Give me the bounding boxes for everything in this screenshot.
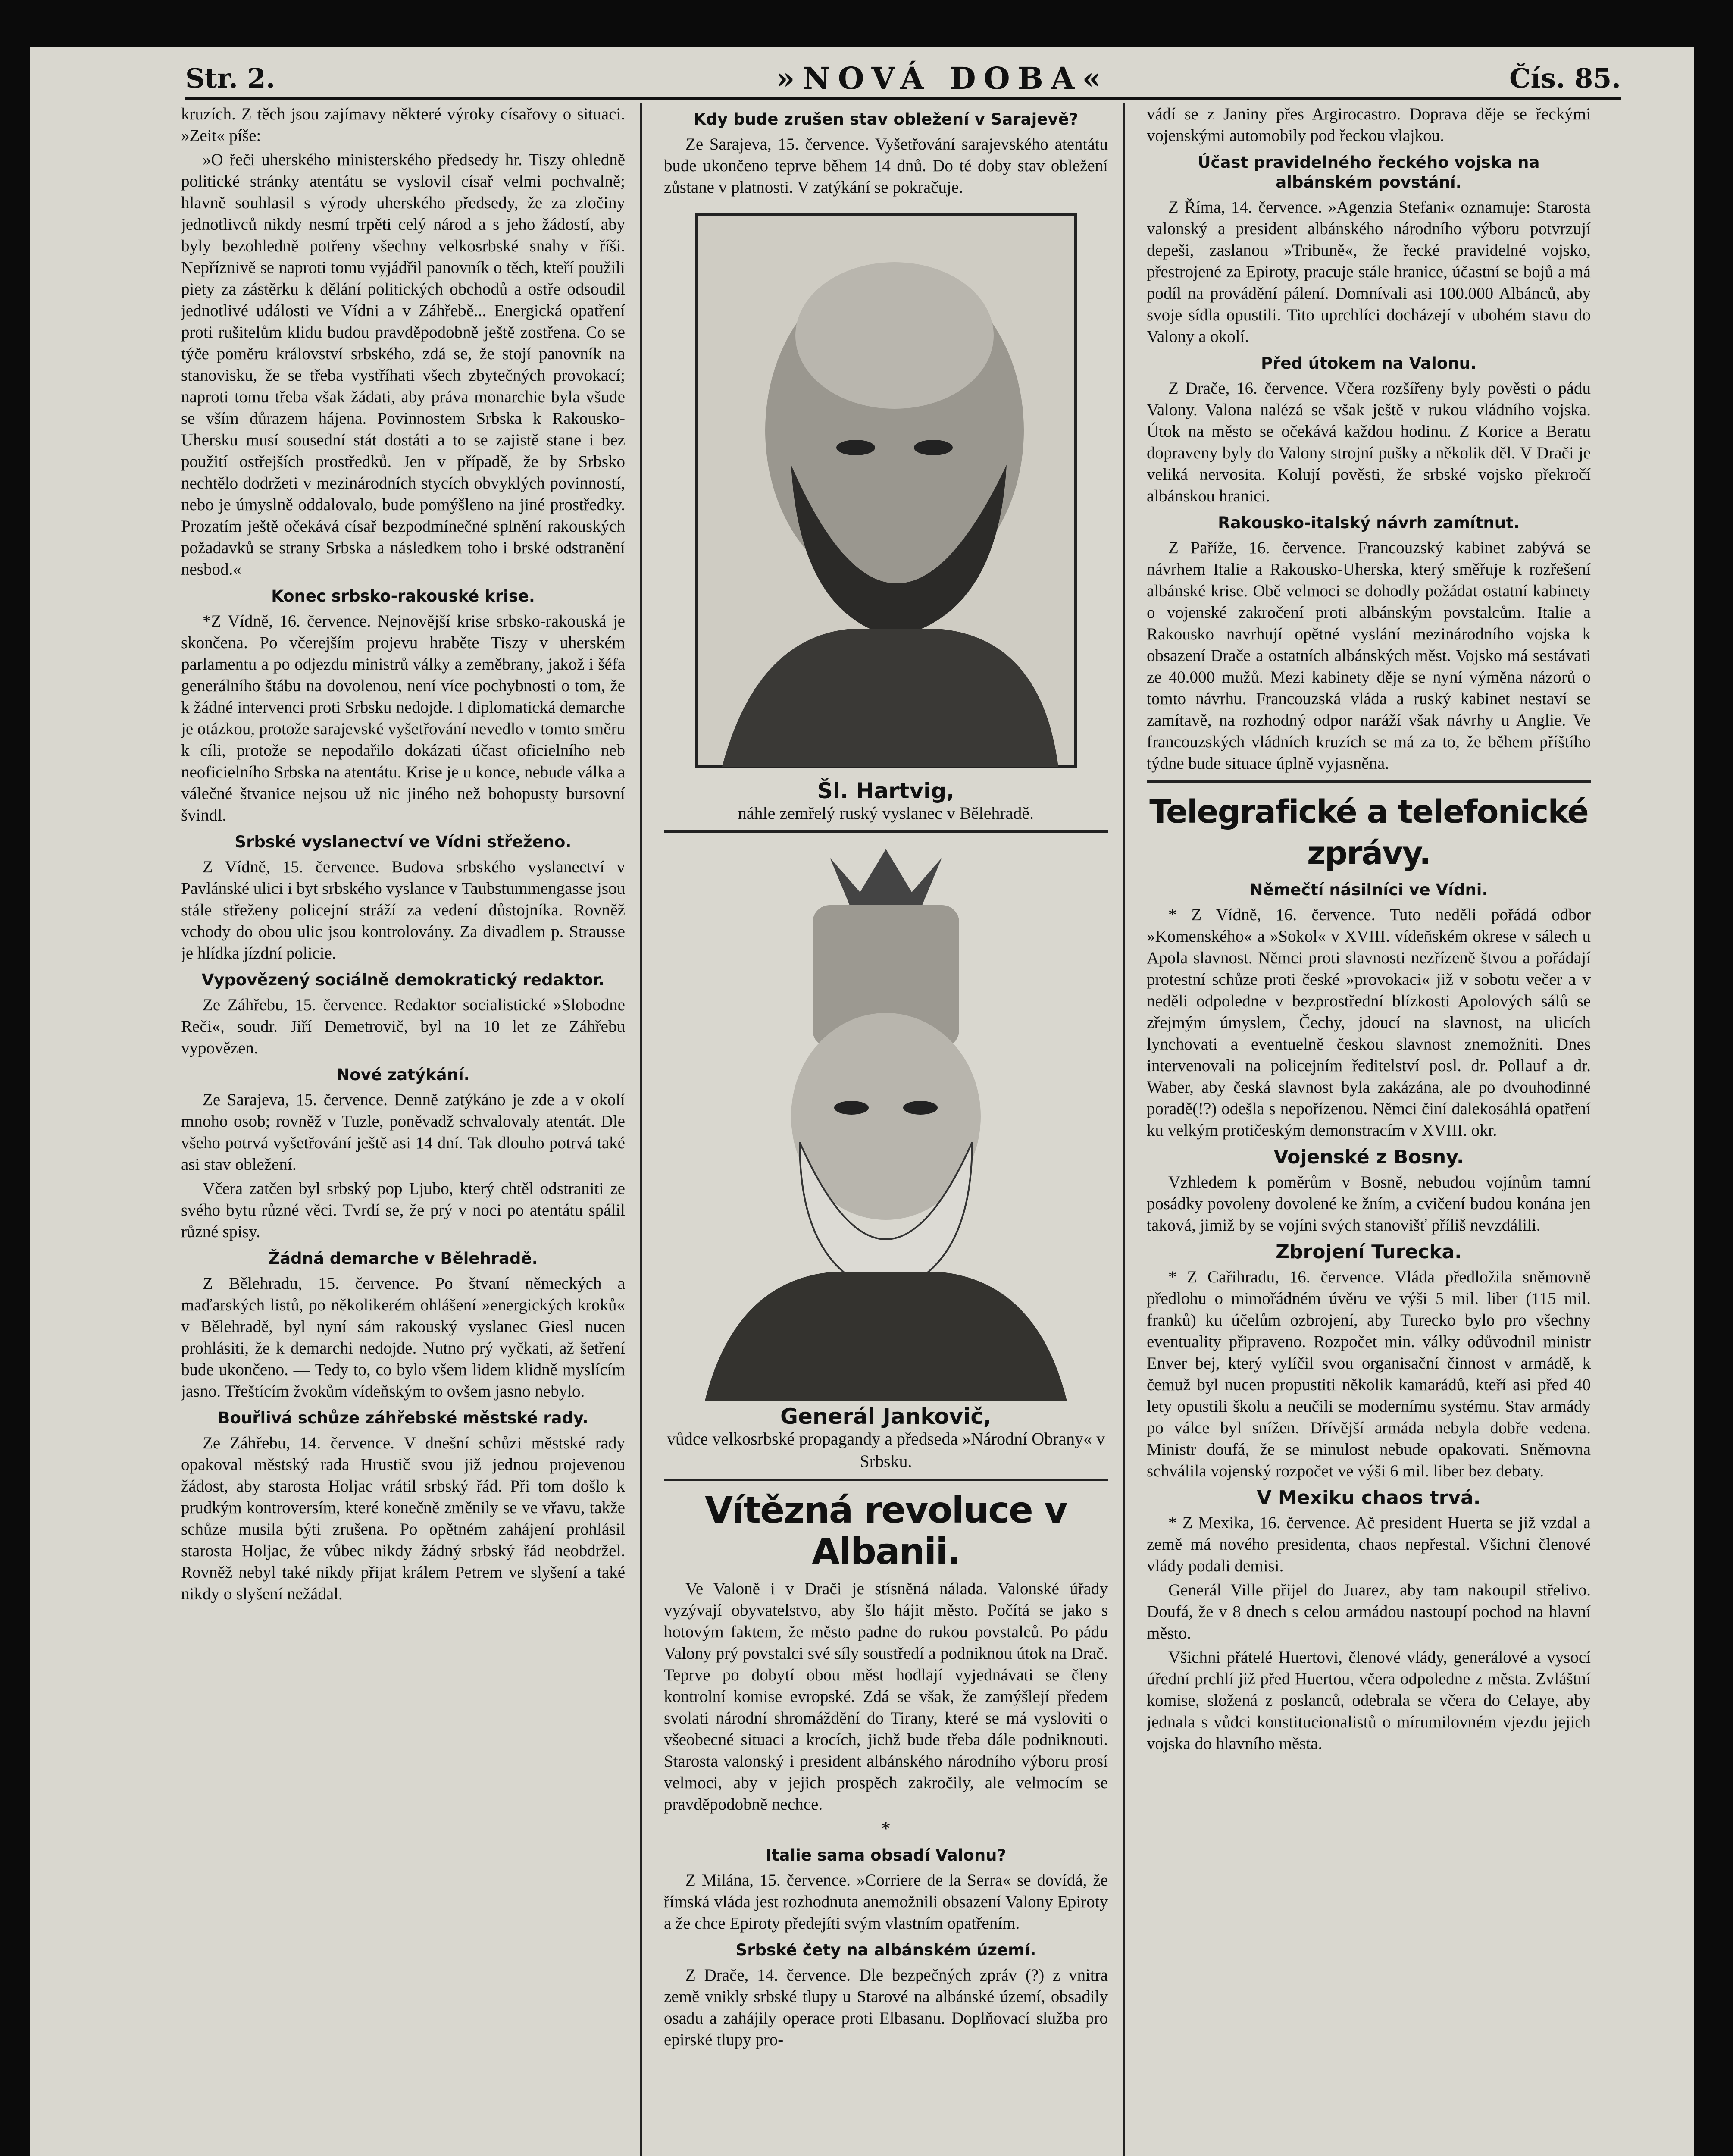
column-3 (1147, 103, 1591, 2156)
article-paragraph: Ve Valoně i v Drači je stísněná nálada. Valonské úřady vyzývají obyvatelstvo, aby šlo hájit město. Počítá se jako s hotovým faktem, že město padne do rukou povstalců. Po pádu Valony prý povstalci své síly soustředí a podniknou útok na Drač. Teprve po dobytí obou měst hodlají vyjednávati se členy kontrolní komise evropské. Zdá se však, že zamýšlejí předem svolati národní shromáždění do Tirany, které se má vysloviti o všeobecné situaci a krocích, jichž bude třeba dále podniknouti. Starosta valonský i president albánského národního výboru prosí velmoci, aby v jejich prospěch zakročily, ale velmocím se pravděpodobně nechce. (664, 1579, 1108, 1814)
article-heading: Srbské čety na albánském území. (735, 1941, 1036, 1959)
article-heading: Účast pravidelného řeckého vojska na albánském povstání. (1198, 153, 1540, 191)
newspaper-title: »NOVÁ DOBA« (776, 60, 1109, 96)
article-paragraph: Z Paříže, 16. července. Francouzský kabinet zabývá se návrhem Italie a Rakousko-Uherska, který směřuje k rozřešení albánské krise. Obě velmoci se dohodly požádat ostatní kabinety o vojenské zakročení proti albánským povstalcům. Italie a Rakousko navrhují opětné vyslání mezinárodního vojska k obsazení Drače a ostatních albánských měst. Vojsko má sestávati ze 40.000 mužů. Mezi kabinety děje se nyní výměna názorů o tomto návrhu. Francouzská vláda a ruský kabinet nestaví se zamítavě, na rozhodný odpor naráží však návrhy u Anglie. Ve francouzských vládních kruzích se má za to, že během příštího týdne bude situace úplně vyjasněna. (1147, 539, 1591, 773)
article-heading: Zbrojení Turecka. (1276, 1241, 1462, 1263)
article-heading: Rakousko-italský návrh zamítnut. (1218, 514, 1520, 532)
article-heading: Před útokem na Valonu. (1261, 354, 1477, 373)
article-paragraph: * Z Cařihradu, 16. července. Vláda předložila sněmovně předlohu o mimořádném úvěru ve výši 5 mil. liber (115 mil. franků) ku účelům ozbrojení, aby Turecko bylo pro všechny eventuality připraveno. Rozpočet min. války odůvodnil ministr Enver bej, který vylíčil svou organisační činnost v armádě, k čemuž byl nucen propustiti několik kamarádů, kteří asi před 40 lety opustili školu a neučili se modernímu systému. Stav armády po válce byl snížen. Dřívější armáda nebyla dobře vedena. Ministr doufá, že se minulost nebude opakovati. Sněmovna schválila vojenský rozpočet ve výši 6 mil. liber bez debaty. (1147, 1268, 1591, 1480)
article-paragraph: »O řeči uherského ministerského předsedy hr. Tiszy ohledně politické stránky atentátu se vyslovil císař velmi pochvalně; hlavně souhlasil s výrody uherského předsedy, že za zločiny jednotlivců nikdy nesmí trpěti celý národ a s jeho žádostí, aby byly bezohledně potřeny všechny velkosrbské snahy v říši. Nepříznivě se naproti tomu vyjádřil panovník o těch, kteří použili piety za zástěrku k dělání politických obchodů a ostře odsoudil jednotlivé události ve Vídni a v Záhřebě... Energická opatření proti rušitelům klidu budou pravděpodobně ještě zostřena. Co se týče poměru království srbského, zdá se, že stojí panovník na stanovisku, že se třeba vystříhati všech zbytečných provokací; naproti tomu třeba však žádati, aby práva monarchie byla všude se vším důrazem hájena. Povinnostem Srbska k Rakousko-Uhersku musí sousední stát dostáti a to se zajistě stane i bez použití ostřejších prostředků. Jen v případě, že by Srbsko nechtělo dodržeti v mezinárodních stycích obvyklých povinností, nebo je úmyslně oddalovalo, bude pomýšleno na jiné prostředky. Prozatím ještě očekává císař bezpodmínečné splnění rakouských požadavků se strany Srbska a následkem toho i brské odstranění nesbod.« (181, 150, 625, 579)
article-paragraph: * Z Mexika, 16. července. Ač president Huerta se již vzdal a země má nového presidenta, chaos nepřestal. Všichni členové vlády podali demisi. (1147, 1514, 1591, 1575)
section-headline: Telegrafické a telefonické zprávy. (1149, 793, 1588, 872)
separator-star: * (881, 1818, 891, 1839)
article-paragraph: *Z Vídně, 16. července. Nejnovější krise srbsko-rakouská je skončena. Po včerejším projevu hraběte Tiszy v uherském parlamentu a po odjezdu ministrů války a zeměbrany, jakož i šéfa generálního štábu na dovolenou, není více pochybnosti o tom, že k žádné intervenci proti Srbsku nedojde. I diplomatická demarche je otázkou, protože sarajevské vyšetřování nevedlo v tomto směru k cíli, protože se nepodařilo dokázati účast oficielního neb neoficielního Srbska na atentátu. Krise je u konce, nebude válka a válečné štvanice nejsou už nic jiného než bohopusty bursovní švindl. (181, 612, 625, 824)
portrait-description: vůdce velkosrbské propagandy a předseda »Národní Obrany« v Srbsku. (666, 1429, 1105, 1471)
article-heading: Srbské vyslanectví ve Vídni střeženo. (235, 833, 572, 851)
issue-number: Čís. 85. (1509, 63, 1621, 94)
article-paragraph: Z Drače, 14. července. Dle bezpečných zpráv (?) z vnitra země vnikly srbské tlupy u Starové na albánské území, obsadily osadu a zahájily operace proti Elbasanu. Doplňovací služba pro epirské tlupy pro- (664, 1966, 1108, 2049)
article-heading: Bouřlivá schůze záhřebské městské rady. (218, 1409, 588, 1427)
article-paragraph: Generál Ville přijel do Juarez, aby tam nakoupil střelivo. Doufá, že v 8 dnech s celou armádou nastoupí pochod na hlavní město. (1147, 1581, 1591, 1642)
article-heading: Vypovězený sociálně demokratický redaktor. (201, 971, 605, 989)
article-paragraph: kruzích. Z těch jsou zajímavy některé výroky císařovy o situaci. »Zeit« píše: (181, 105, 625, 145)
rule (664, 830, 1108, 833)
portrait-name: Šl. Hartvig, (817, 778, 955, 803)
article-heading: Vojenské z Bosny. (1273, 1146, 1464, 1168)
article-heading: Konec srbsko-rakouské krise. (271, 587, 535, 605)
article-paragraph: Z Vídně, 15. července. Budova srbského vyslanectví v Pavlánské ulici i byt srbského vyslance v Taubstummengasse jsou stále střeženy policejní stráží za vedení důstojníka. Rovněž vchody do obou ulic jsou kontrolovány. Za divadlem p. Strausse je hlídka jízdní policie. (181, 858, 625, 962)
page-header (185, 41, 1621, 100)
article-paragraph: Z Drače, 16. července. Včera rozšířeny byly pověsti o pádu Valony. Valona nalézá se však ještě v rukou vládního vojska. Útok na město se očekává každou hodinu. Z Korice a Beratu dopraveny byly do Valony strojní pušky a několik děl. V Drači je veliká nervosita. Kolují pověsti, že srbské vojsko překročí albánskou hranici. (1147, 379, 1591, 505)
column-2 (664, 103, 1108, 2156)
portrait-name: Generál Jankovič, (780, 1404, 992, 1429)
article-paragraph: Ze Záhřebu, 15. července. Redaktor socialistické »Slobodne Reči«, soudr. Jiří Demetrovič, byl na 10 let ze Záhřebu vypovězen. (181, 996, 625, 1057)
article-paragraph: Ze Sarajeva, 15. července. Denně zatýkáno je zde a v okolí mnoho osob; rovněž v Tuzle, poněvadž schvalovaly atentát. Dle všeho potrvá vyšetřování ještě asi 14 dní. Tak dlouho potrvá také asi stav obležení. (181, 1091, 625, 1174)
section-headline: Vítězná revoluce v Albanii. (705, 1489, 1067, 1573)
page-number: Str. 2. (185, 63, 275, 94)
portrait-jankovic (670, 840, 1101, 1401)
rule (664, 1479, 1108, 1481)
portrait-description: náhle zemřelý ruský vyslanec v Bělehradě. (738, 803, 1034, 823)
article-paragraph: * Z Vídně, 16. července. Tuto neděli pořádá odbor »Komenského« a »Sokol« v XVIII. vídeňském okrese v sálech u Apola slavnost. Němci proti slavnosti nezřízeně štvou a pořádají protestní schůze proti české »provokaci« již v sobotu večer a v neděli odpoledne v bezprostřední blízkosti Apolových sálů se zřejmým úmyslem, Čechy, jdoucí na slavnost, na ulicích lynchovati a eventuelně českou slavnost znemožniti. Dnes intervenovali na policejním ředitelství posl. dr. Pollauf a dr. Waber, aby česká slavnost byla zakázána, ale po dvouhodinné poradě(!?) odešla s nepořízenou. Němci činí dalekosáhlá opatření ku velkým protičeským demonstracím v XVIII. okr. (1147, 906, 1591, 1140)
article-paragraph: Všichni přátelé Huertovi, členové vlády, generálové a vysocí úřední prchlí již před Huertou, včera odpoledne z města. Zvláštní komise, složená z poslanců, odebrala se včera do Celaye, aby jednala s vůdci konstitucionalistů o mírumilovném vjezdu jejich vojska do hlavního města. (1147, 1648, 1591, 1753)
article-heading: Kdy bude zrušen stav obležení v Sarajevě? (693, 110, 1079, 128)
article-paragraph: Z Milána, 15. července. »Corriere de la Serra« se dovídá, že římská vláda jest rozhodnuta anemožnili obsazení Valony Epiroty a že chce Epiroty předejíti svým vlastním opatřením. (664, 1871, 1108, 1933)
article-paragraph: Z Říma, 14. července. »Agenzia Stefani« oznamuje: Starosta valonský a president albánského národního výboru potvrzují depeši, zaslanou »Tribuně«, že řecké pravidelné vojsko, přestrojené za Epiroty, pracuje stále hranice, účastní se bojů a má podíl na provádění pálení. Domnívali asi 100.000 Albánců, aby svoje sídla opustili. Tito uprchlíci docházejí v ubohém stavu do Valony a okolí. (1147, 198, 1591, 346)
article-paragraph: Vzhledem k poměrům v Bosně, nebudou vojínům tamní posádky povoleny dovolené ke žním, a cvičení budou konána jen taková, jimiž by se vojíni svých stanovišť příliš nevzdálili. (1147, 1173, 1591, 1235)
article-heading: Němečtí násilníci ve Vídni. (1249, 881, 1488, 899)
portrait-hartvig (670, 206, 1101, 775)
rule (1147, 780, 1591, 783)
column-divider (640, 103, 642, 2156)
article-heading: Italie sama obsadí Valonu? (766, 1846, 1006, 1865)
article-heading: Žádná demarche v Bělehradě. (268, 1249, 538, 1268)
article-paragraph: Z Bělehradu, 15. července. Po štvaní německých a maďarských listů, po několikerém ohlášení »energických kroků« v Bělehradě, byl nyní sám rakouský vyslanec Giesl nucen prohlásiti, že k demarchi nedojde. Nutno prý vyčkati, až šetření bude ukončeno. — Tedy to, co bylo všem lidem klidně myslícím jasno. Třeštícím žvokům vídeňským to ovšem jasno nebylo. (181, 1274, 625, 1401)
column-1 (181, 103, 625, 2156)
article-paragraph: vádí se z Janiny přes Argirocastro. Doprava děje se řeckými vojenskými automobily pod řeckou vlajkou. (1147, 105, 1591, 145)
article-paragraph: Ze Sarajeva, 15. července. Vyšetřování sarajevského atentátu bude ukončeno teprve během 14 dnů. Do té doby stav obležení zůstane v platnosti. V zatýkání se pokračuje. (664, 135, 1108, 197)
article-heading: Nové zatýkání. (336, 1065, 470, 1084)
portrait-caption (664, 780, 1108, 824)
column-divider (1123, 103, 1125, 2156)
portrait-caption (664, 1405, 1108, 1473)
article-paragraph: Ze Záhřebu, 14. července. V dnešní schůzi městské rady opakoval městský rada Hrustič svou již jednou projevenou žádost, aby starosta Holjac vrátil srbský řád. Při tom došlo k prudkým kontroversím, které konečně změnily se ve vřavu, takže schůze musila býti zrušena. Po opětném zahájení prohlásil starosta Holjac, že vůbec nikdy žádný srbský řád neobdržel. Rovněž nebyl také nikdy přijat králem Petrem ve slyšení a také nikdy o slyšení nežádal. (181, 1434, 625, 1603)
article-heading: V Mexiku chaos trvá. (1257, 1487, 1481, 1509)
article-paragraph: Včera zatčen byl srbský pop Ljubo, který chtěl odstraniti ze svého bytu různé věci. Tvrdí se, že prý v noci po atentátu spálil různé spisy. (181, 1179, 625, 1241)
